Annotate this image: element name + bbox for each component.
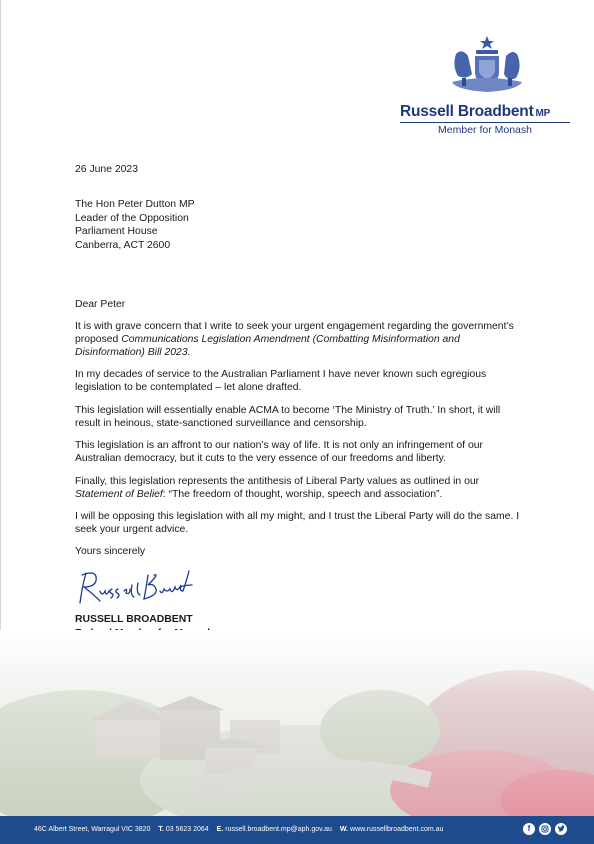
handwritten-signature <box>74 565 204 610</box>
paragraph-1 <box>75 320 520 360</box>
footer-email[interactable]: russell.broadbent.mp@aph.gov.au <box>225 826 332 833</box>
recipient-line: Parliament House <box>75 226 158 238</box>
recipient-line: Canberra, ACT 2600 <box>75 239 171 251</box>
coat-of-arms-icon <box>446 34 528 96</box>
township-background-image <box>0 630 594 816</box>
recipient-address <box>75 198 520 252</box>
mp-suffix: MP <box>535 108 551 119</box>
phone-label: T. <box>158 826 164 833</box>
footer-contact <box>34 816 443 844</box>
salutation: Dear Peter <box>75 299 126 310</box>
twitter-icon[interactable] <box>555 823 567 835</box>
signatory-name: RUSSELL BROADBENT <box>75 614 193 625</box>
bill-title: Communications Legislation Amendment (Combatting Misinformation and Disinformation) Bill 2023. <box>75 334 460 359</box>
paragraph-5 <box>75 475 520 501</box>
paragraph-text: Finally, this legislation represents the antithesis of Liberal Party values as outlined in our <box>75 476 480 487</box>
paragraph-text: : “The freedom of thought, worship, speech and association”. <box>162 489 443 501</box>
mp-name-text: Russell Broadbent <box>400 103 534 120</box>
footer-bar <box>0 816 594 844</box>
paragraph-text: It is with grave concern that I write to seek your urgent engagement regarding the government’s proposed <box>75 321 514 346</box>
letterhead-rule <box>400 122 570 123</box>
footer-website[interactable]: www.russellbroadbent.com.au <box>350 826 444 833</box>
email-label: E. <box>216 826 224 833</box>
closing: Yours sincerely <box>75 546 146 557</box>
footer-address: 46C Albert Street, Warragul VIC 3820 <box>34 826 151 833</box>
recipient-line: The Hon Peter Dutton MP <box>75 199 195 210</box>
footer-phone: 03 5623 2064 <box>165 826 209 833</box>
web-label: W. <box>339 826 349 833</box>
paragraph-3: This legislation will essentially enable ACMA to become ‘The Ministry of Truth.’ In short, it will result in heinous, state-sanctioned surveillance and censorship. <box>75 405 501 430</box>
mp-name <box>400 103 550 121</box>
facebook-icon[interactable]: f <box>523 823 535 835</box>
letter-date: 26 June 2023 <box>75 164 138 175</box>
instagram-icon[interactable] <box>539 823 551 835</box>
mp-role: Member for Monash <box>438 124 532 136</box>
recipient-line: Leader of the Opposition <box>75 212 189 224</box>
statement-of-belief: Statement of Belief <box>75 489 163 501</box>
paragraph-2: In my decades of service to the Australian Parliament I have never known such egregious legislation to be contemplated – let alone drafted. <box>75 369 487 394</box>
paragraph-4: This legislation is an affront to our nation’s way of life. It is not only an infringement of our Australian democracy, but it cuts to the very essence of our freedoms and liberty. <box>75 440 483 465</box>
paragraph-6: I will be opposing this legislation with all my might, and I trust the Liberal Party will do the same. I seek your urgent advice. <box>75 511 520 536</box>
